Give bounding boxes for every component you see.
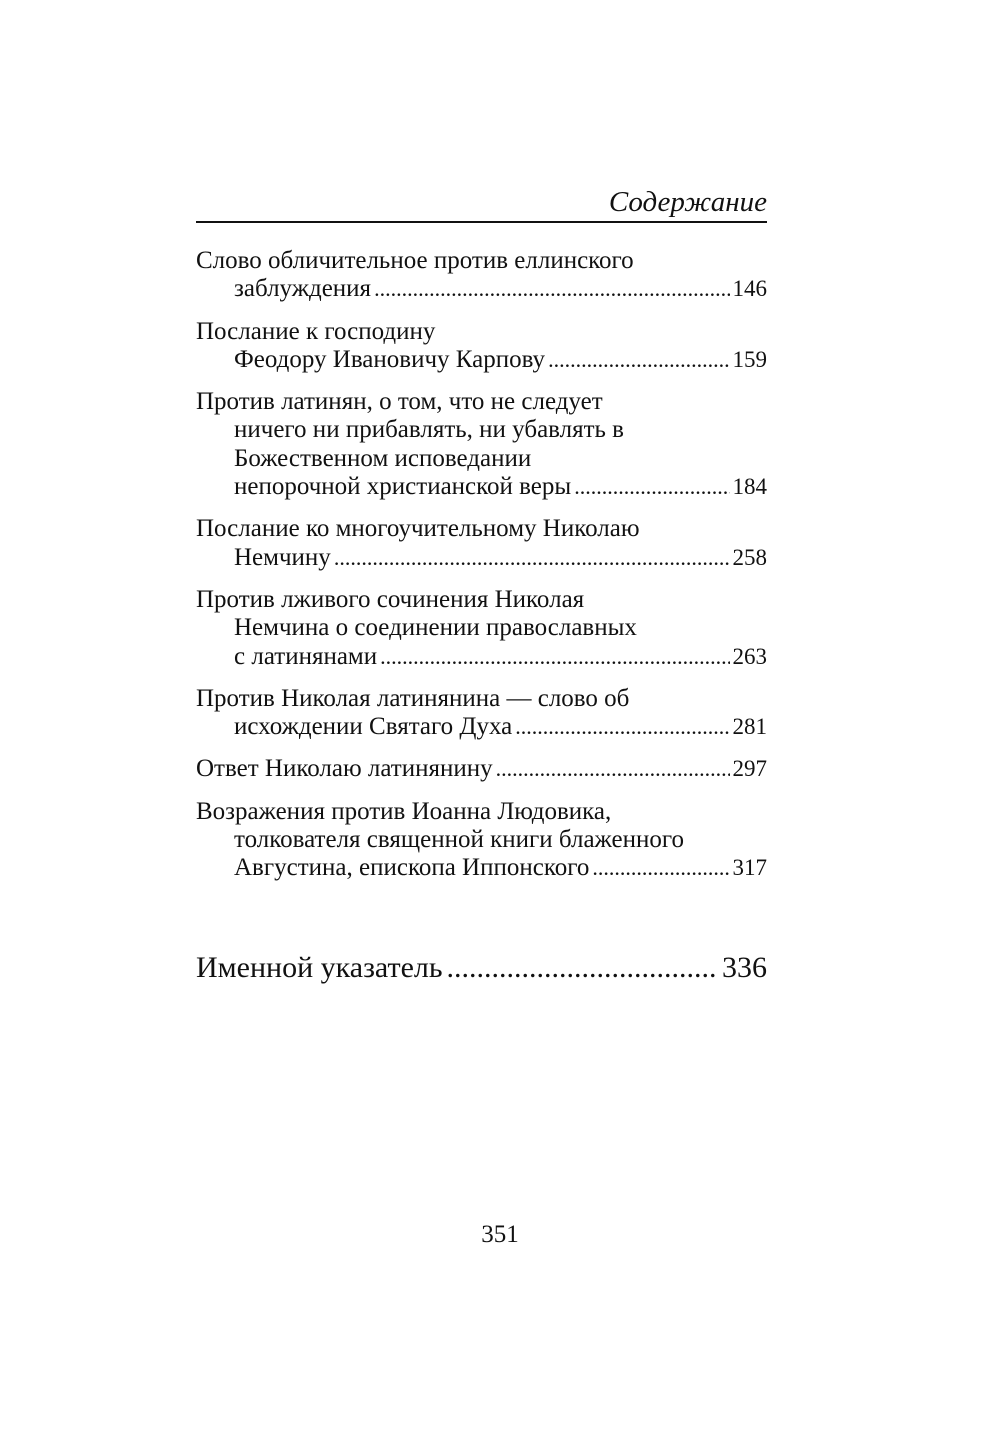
toc-entry-last-line <box>196 755 767 783</box>
toc-entry-text: Августина, епископа Иппонского <box>234 854 590 882</box>
toc-page-number: 184 <box>732 474 767 500</box>
toc-entry-line: Против лживого сочинения Николая <box>196 585 585 613</box>
dot-leader <box>496 755 730 783</box>
toc-page-number: 258 <box>732 544 767 570</box>
toc-entry-line: Против Николая латинянина — слово об <box>196 684 630 712</box>
dot-leader <box>515 713 729 741</box>
toc-page-number: 281 <box>732 714 767 740</box>
dot-leader <box>380 643 729 671</box>
toc-entry-line: Немчина о соединении православных <box>234 614 637 642</box>
toc-entry[interactable] <box>196 247 767 304</box>
toc-entry-last-line <box>196 854 767 882</box>
toc-entry-text: Ответ Николаю латинянину <box>196 755 493 783</box>
index-entry-page: 336 <box>722 951 767 984</box>
toc-entry-last-line <box>196 275 767 303</box>
table-of-contents <box>196 247 767 883</box>
toc-page-number: 159 <box>732 346 767 372</box>
page-number: 351 <box>481 1221 519 1248</box>
toc-entry-line: Божественном исповедании <box>234 444 532 472</box>
toc-entry[interactable] <box>196 515 767 572</box>
toc-entry-last-line <box>196 544 767 572</box>
toc-entry-text: Немчину <box>234 543 331 571</box>
dot-leader <box>447 948 718 988</box>
toc-entry-line: Послание ко многоучительному Николаю <box>196 515 640 543</box>
toc-entry-line: Слово обличительное против еллинского <box>196 247 634 274</box>
toc-entry-line: ничего ни прибавлять, ни убавлять в <box>234 416 624 444</box>
toc-entry[interactable] <box>196 685 767 742</box>
toc-entry[interactable] <box>196 388 767 501</box>
toc-entry-text: заблуждения <box>234 275 372 303</box>
toc-entry-last-line <box>196 643 767 671</box>
dot-leader <box>548 346 729 374</box>
toc-entry-last-line <box>196 713 767 741</box>
toc-page-number: 146 <box>732 276 767 302</box>
toc-entry-line: Послание к господину <box>196 317 436 345</box>
toc-entry-last-line <box>196 473 767 501</box>
toc-entry-line: Против латинян, о том, что не следует <box>196 388 603 416</box>
toc-entry-text: Феодору Ивановичу Карпову <box>234 345 546 373</box>
toc-entry[interactable] <box>196 586 767 671</box>
toc-entry-text: исхождении Святаго Духа <box>234 713 513 741</box>
toc-entry-last-line <box>196 346 767 374</box>
toc-page-number: 297 <box>732 756 767 782</box>
toc-entry-text: непорочной христианской веры <box>234 473 572 501</box>
toc-page-number: 263 <box>732 643 767 669</box>
index-entry[interactable] <box>196 948 767 988</box>
dot-leader <box>592 854 729 882</box>
index-entry-label: Именной указатель <box>196 951 443 984</box>
dot-leader <box>334 544 730 572</box>
dot-leader <box>574 473 729 501</box>
dot-leader <box>374 275 729 303</box>
toc-entry[interactable] <box>196 755 767 783</box>
header-rule <box>196 221 767 223</box>
toc-page-number: 317 <box>732 855 767 881</box>
toc-entry[interactable] <box>196 318 767 375</box>
running-head: Содержание <box>608 186 767 218</box>
toc-entry-line: толкователя священной книги блаженного <box>234 826 684 854</box>
toc-entry-line: Возражения против Иоанна Людовика, <box>196 797 612 825</box>
toc-entry-text: с латинянами <box>234 642 378 670</box>
toc-entry[interactable] <box>196 798 767 883</box>
